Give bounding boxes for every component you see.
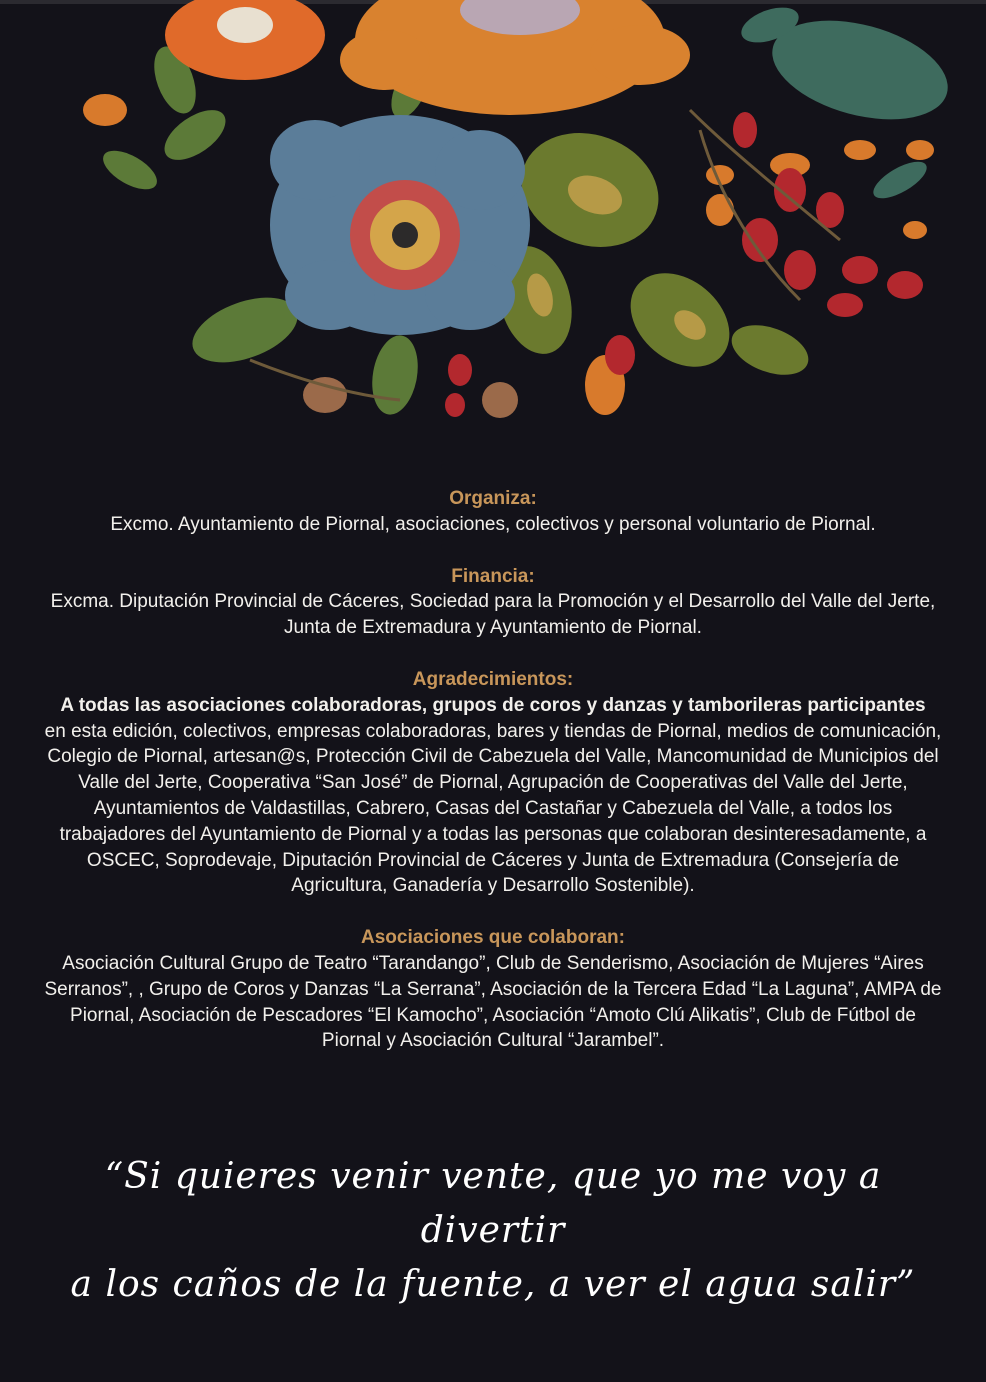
leaf-cluster-right xyxy=(737,1,959,206)
agradecimientos-text: en esta edición, colectivos, empresas colaboradoras, bares y tiendas de Piornal, medios de comunicación, Colegio de Piornal, artesan@s, Protección Civil de Cabezuela del Valle, Mancomunidad de Municipios del Valle del Jerte, Cooperativa “San José” de Piornal, Agrupación de Cooperativas del Valle del Jerte, Ayuntamientos de Valdastillas, Cabrero, Casas del Castañar y Cabezuela del Valle, a todos los trabajadores del Ayuntamiento de Piornal y a todas las personas que colaboran desinteresadamente, a OSCEC, Soprodevaje, Diputación Provincial de Cáceres y Junta de Extremadura (Consejería de Agricultura, Ganadería y Desarrollo Sostenible). xyxy=(44,720,942,897)
quote-line-1: “Si quieres venir vente, que yo me voy a divertir xyxy=(104,1156,882,1251)
financia-text: Excma. Diputación Provincial de Cáceres, Sociedad para la Promoción y el Desarrollo del Valle del Jerte, Junta de Extremadura y Ayuntamiento de Piornal. xyxy=(50,591,936,639)
organiza-text: Excmo. Ayuntamiento de Piornal, asociaciones, colectivos y personal voluntario de Piornal. xyxy=(110,513,876,535)
asociaciones-block xyxy=(40,925,946,1054)
asociaciones-heading: Asociaciones que colaboran: xyxy=(361,927,625,949)
organiza-heading: Organiza: xyxy=(449,488,537,509)
agradecimientos-heading: Agradecimientos: xyxy=(412,668,574,690)
agradecimientos-intro: A todas las asociaciones colaboradoras, grupos de coros y danzas y tamborileras participantes xyxy=(60,694,926,716)
floral-illustration xyxy=(0,0,986,430)
financia-block xyxy=(40,564,946,641)
financia-heading: Financia: xyxy=(451,565,535,587)
quote-line-2: a los caños de la fuente, a ver el agua salir” xyxy=(70,1264,916,1305)
blue-flower-center xyxy=(392,222,418,248)
folk-song-quote xyxy=(40,1150,946,1312)
organiza-block xyxy=(40,486,946,538)
credits-section xyxy=(40,486,946,1080)
orange-flower-left-center xyxy=(217,7,273,43)
agradecimientos-block xyxy=(40,667,946,899)
asociaciones-text: Asociación Cultural Grupo de Teatro “Tarandango”, Club de Senderismo, Asociación de Mujeres “Aires Serranos”, , Grupo de Coros y Danzas “La Serrana”, Asociación de la Tercera Edad “La Laguna”, AMPA de Piornal, Asociación de Pescadores “El Kamocho”, Asociación “Amoto Clú Alikatis”, Club de Fútbol de Piornal y Asociación Cultural “Jarambel”. xyxy=(44,952,942,1052)
